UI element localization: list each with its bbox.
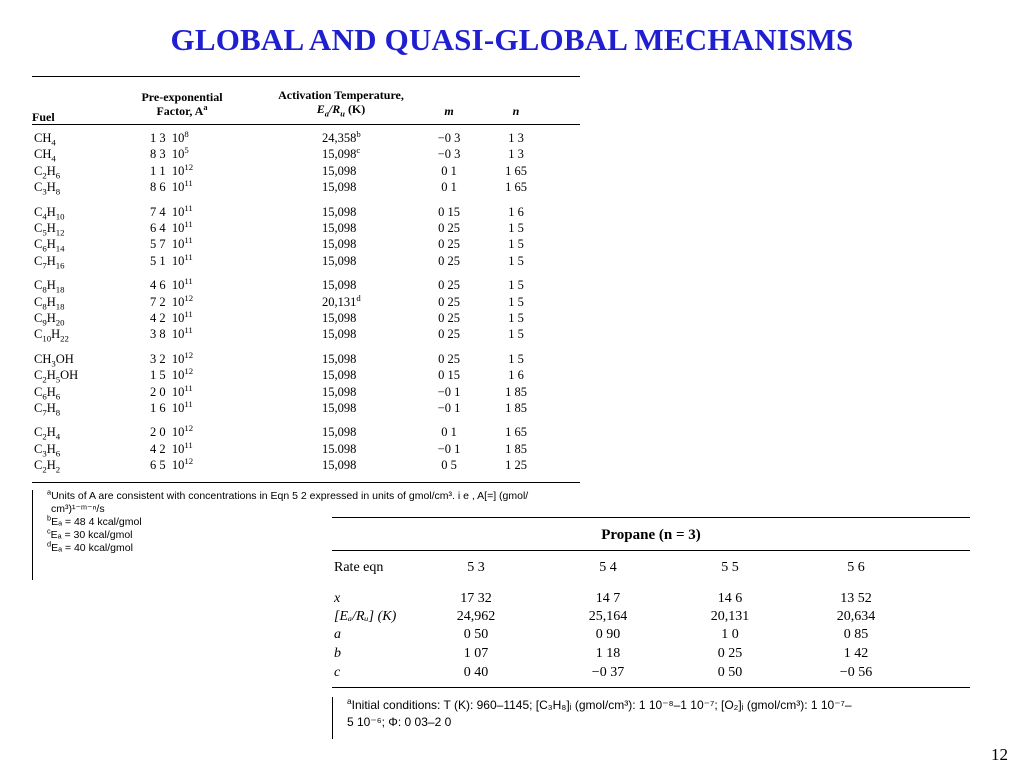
table-row (32, 236, 580, 252)
footnote-d: $^d$Eₐ = 40 kcal/gmol (47, 539, 133, 554)
header-n: n (512, 104, 520, 118)
pre-exponential-factor: 8 3 $10^5$ (150, 145, 189, 162)
propane-value: 1 18 (595, 646, 621, 661)
propane-row-label: c (334, 665, 341, 680)
exponent-m: 0 25 (438, 278, 460, 293)
propane-row (332, 590, 972, 607)
activation-temperature: 15,098 (322, 351, 357, 366)
exponent-m: 0 1 (441, 163, 457, 178)
exponent-n: 1 65 (505, 163, 527, 178)
table-row (32, 294, 580, 310)
activation-temperature: 15,098 (322, 278, 357, 293)
propane-value: 25,164 (588, 609, 628, 624)
exponent-m: 0 15 (438, 204, 460, 219)
table-row (32, 163, 580, 179)
propane-row (332, 645, 972, 662)
fuel-formula: $C_{10}H_{22}$ (34, 327, 69, 344)
activation-temperature: 15,098 (322, 311, 357, 325)
fuel-formula: $CH_4$ (34, 147, 56, 164)
table-row (32, 457, 580, 473)
exponent-n: 1 85 (505, 441, 527, 456)
fuel-formula: $C_6H_6$ (34, 384, 61, 402)
exponent-m: 0 25 (438, 221, 460, 235)
table-top-rule (32, 76, 580, 77)
propane-footnote-line1: $^a$Initial conditions: T (K): 960–1145; [C₃H₈]ᵢ (gmol/cm³): 1 10⁻⁸–1 10⁻⁷; [O₂]ᵢ (gmol/cm³): 1 10⁻⁷– (347, 696, 852, 712)
propane-row (332, 608, 972, 625)
propane-value: 20,634 (836, 609, 876, 624)
pre-exponential-factor: 1 3 $10^8$ (150, 128, 189, 145)
activation-temperature: 15,098 (322, 401, 357, 415)
exponent-n: 1 5 (508, 253, 524, 268)
fuel-formula: $C_7H_8$ (34, 401, 61, 418)
exponent-m: 0 25 (438, 311, 460, 325)
propane-footnote-line2: 5 10⁻⁶; Φ: 0 03–2 0 (347, 715, 452, 729)
pre-exponential-factor: 7 4 $10^{11}$ (150, 202, 193, 219)
propane-value: 5 5 (721, 560, 739, 575)
activation-temperature: 15,098 (322, 368, 357, 383)
propane-value: 14 6 (717, 591, 743, 606)
pre-exponential-factor: 1 5 $10^{12}$ (150, 366, 194, 383)
exponent-n: 1 5 (508, 294, 524, 309)
activation-temperature: 20,131$^d$ (322, 292, 361, 309)
propane-value: 17 32 (460, 591, 492, 606)
pre-exponential-factor: 3 2 $10^{12}$ (150, 349, 194, 366)
table-row (32, 424, 580, 440)
fuel-formula: $C_3H_8$ (34, 180, 61, 197)
exponent-n: 1 6 (508, 204, 524, 219)
fuel-formula: $CH_4$ (34, 131, 56, 148)
fuel-formula: $C_2H_6$ (34, 163, 61, 181)
propane-value: 0 90 (595, 627, 621, 642)
exponent-n: 1 5 (508, 327, 524, 342)
pre-exponential-factor: 8 6 $10^{11}$ (150, 178, 193, 195)
table-row (32, 310, 580, 326)
propane-value: 0 40 (463, 665, 489, 680)
exponent-m: −0 3 (437, 131, 461, 145)
page-number: 12 (991, 745, 1008, 764)
propane-value: 5 3 (467, 560, 485, 575)
fuel-formula: $C_8H_{18}$ (34, 278, 65, 295)
header-rule (32, 124, 580, 125)
exponent-m: 0 25 (438, 327, 460, 342)
activation-temperature: 15.098 (322, 441, 357, 456)
pre-exponential-factor: 6 4 $10^{11}$ (150, 218, 193, 235)
exponent-m: 0 1 (441, 425, 457, 440)
exponent-n: 1 5 (508, 278, 524, 293)
propane-row (332, 626, 972, 643)
exponent-m: 0 25 (438, 294, 460, 309)
exponent-m: 0 15 (438, 368, 460, 383)
propane-value: 14 7 (595, 591, 621, 606)
exponent-n: 1 3 (508, 147, 524, 162)
fuel-formula: $C_5H_{12}$ (34, 221, 65, 238)
fuel-formula: $C_9H_{20}$ (34, 311, 65, 328)
propane-row-label: [Eₐ/Rᵤ] (K) (334, 609, 397, 624)
exponent-m: 0 25 (438, 237, 460, 252)
fuel-formula: $CH_3OH$ (34, 351, 74, 369)
propane-title: Propane (n = 3) (601, 527, 701, 543)
activation-temperature: 15,098 (322, 163, 357, 178)
activation-temperature: 15,098 (322, 221, 357, 235)
propane-row-label: a (334, 627, 341, 642)
activation-temperature: 15,098 (322, 253, 357, 268)
propane-value: 0 50 (463, 627, 489, 642)
header-fuel: Fuel (32, 110, 55, 124)
fuel-formula: $C_2H_5OH$ (34, 368, 79, 385)
fuel-formula: $C_3H_6$ (34, 441, 61, 459)
table-row (32, 367, 580, 383)
propane-row-label: x (334, 591, 341, 606)
pre-exponential-factor: 2 0 $10^{12}$ (150, 423, 194, 440)
pre-exponential-factor: 5 1 $10^{11}$ (150, 251, 193, 268)
footnote-c: $^c$Eₐ = 30 kcal/gmol (47, 526, 133, 541)
exponent-n: 1 5 (508, 237, 524, 252)
mechanism-parameters-table (32, 76, 580, 486)
propane-row (332, 559, 972, 576)
exponent-n: 1 65 (505, 425, 527, 440)
propane-rate-table (332, 515, 972, 695)
activation-temperature: 15,098 (322, 180, 357, 195)
exponent-m: −0 3 (437, 147, 461, 162)
footnote-a: $^a$Units of A are consistent with concentrations in Eqn 5 2 expressed in units of gmol/cm³. i e , A[=] (gmol/ (47, 487, 529, 502)
exponent-n: 1 85 (505, 384, 527, 399)
propane-title-rule (332, 550, 970, 551)
exponent-m: 0 1 (441, 180, 457, 195)
exponent-n: 1 6 (508, 368, 524, 383)
pre-exponential-factor: 1 1 $10^{12}$ (150, 161, 194, 178)
propane-value: 5 4 (599, 560, 617, 575)
table-row (32, 326, 580, 342)
table-row (32, 146, 580, 162)
activation-temperature: 15,098 (322, 458, 357, 473)
propane-value: 24,962 (456, 609, 496, 624)
pre-exponential-factor: 4 2 $10^{11}$ (150, 308, 193, 325)
table-row (32, 204, 580, 220)
fuel-formula: $C_2H_2$ (34, 458, 61, 475)
propane-value: 13 52 (840, 591, 872, 606)
pre-exponential-factor: 7 2 $10^{12}$ (150, 292, 194, 309)
footnote-a-continued: cm³)¹⁻ᵐ⁻ⁿ/s (51, 503, 105, 515)
pre-exponential-factor: 4 2 $10^{11}$ (150, 439, 193, 456)
exponent-m: 0 25 (438, 253, 460, 268)
exponent-m: −0 1 (437, 401, 461, 415)
table-row (32, 400, 580, 416)
exponent-n: 1 3 (508, 131, 524, 145)
propane-row-label: Rate eqn (334, 560, 384, 575)
table-row (32, 220, 580, 236)
table-row (32, 179, 580, 195)
table-row (32, 384, 580, 400)
table-row (32, 351, 580, 367)
slide-title: GLOBAL AND QUASI-GLOBAL MECHANISMS (170, 22, 854, 57)
propane-value: 0 50 (717, 665, 743, 680)
propane-value: −0 56 (839, 665, 873, 680)
pre-exponential-factor: 6 5 $10^{12}$ (150, 456, 194, 473)
activation-temperature: 15,098$^c$ (322, 145, 361, 162)
propane-value: 0 25 (717, 646, 743, 661)
exponent-m: −0 1 (437, 441, 461, 456)
propane-value: 1 42 (843, 646, 869, 661)
pre-exponential-factor: 5 7 $10^{11}$ (150, 235, 193, 252)
table-row (32, 277, 580, 293)
fuel-formula: $C_2H_4$ (34, 425, 61, 442)
header-pre-exponential: Pre-exponential Factor, $A^a$ (141, 90, 223, 118)
header-activation-temperature: Activation Temperature, $E_a/R_u$ (K) (278, 88, 404, 119)
table-bottom-rule (32, 482, 580, 483)
propane-value: 0 85 (843, 627, 869, 642)
propane-row-label: b (334, 646, 341, 661)
propane-top-rule (332, 517, 970, 518)
propane-value: −0 37 (591, 665, 625, 680)
fuel-formula: $C_4H_{10}$ (34, 204, 65, 222)
fuel-formula: $C_8H_{18}$ (34, 294, 65, 312)
propane-value: 1 07 (463, 646, 489, 661)
table-row (32, 441, 580, 457)
propane-value: 1 0 (721, 627, 739, 642)
pre-exponential-factor: 4 6 $10^{11}$ (150, 276, 193, 293)
activation-temperature: 15,098 (322, 204, 357, 219)
pre-exponential-factor: 1 6 $10^{11}$ (150, 398, 193, 415)
table-row (32, 130, 580, 146)
exponent-m: 0 5 (441, 458, 457, 473)
exponent-n: 1 5 (508, 221, 524, 235)
propane-value: 20,131 (710, 609, 750, 624)
fuel-formula: $C_7H_{16}$ (34, 253, 65, 271)
fuel-formula: $C_6H_{14}$ (34, 237, 65, 254)
pre-exponential-factor: 2 0 $10^{11}$ (150, 382, 193, 399)
exponent-n: 1 65 (505, 180, 527, 195)
exponent-n: 1 5 (508, 311, 524, 325)
propane-bottom-rule (332, 687, 970, 688)
propane-value: 5 6 (847, 560, 865, 575)
header-m: m (444, 104, 454, 118)
exponent-n: 1 5 (508, 351, 524, 366)
table-row (32, 253, 580, 269)
footnote-b: $^b$Eₐ = 48 4 kcal/gmol (47, 513, 142, 528)
activation-temperature: 15,098 (322, 384, 357, 399)
activation-temperature: 15,098 (322, 425, 357, 440)
propane-row (332, 664, 972, 681)
exponent-n: 1 85 (505, 401, 527, 415)
activation-temperature: 15,098 (322, 237, 357, 252)
propane-footnote (332, 697, 973, 739)
exponent-m: −0 1 (437, 384, 461, 399)
activation-temperature: 24,358$^b$ (322, 128, 361, 145)
exponent-m: 0 25 (438, 351, 460, 366)
exponent-n: 1 25 (505, 458, 527, 473)
activation-temperature: 15,098 (322, 327, 357, 342)
pre-exponential-factor: 3 8 $10^{11}$ (150, 325, 193, 342)
